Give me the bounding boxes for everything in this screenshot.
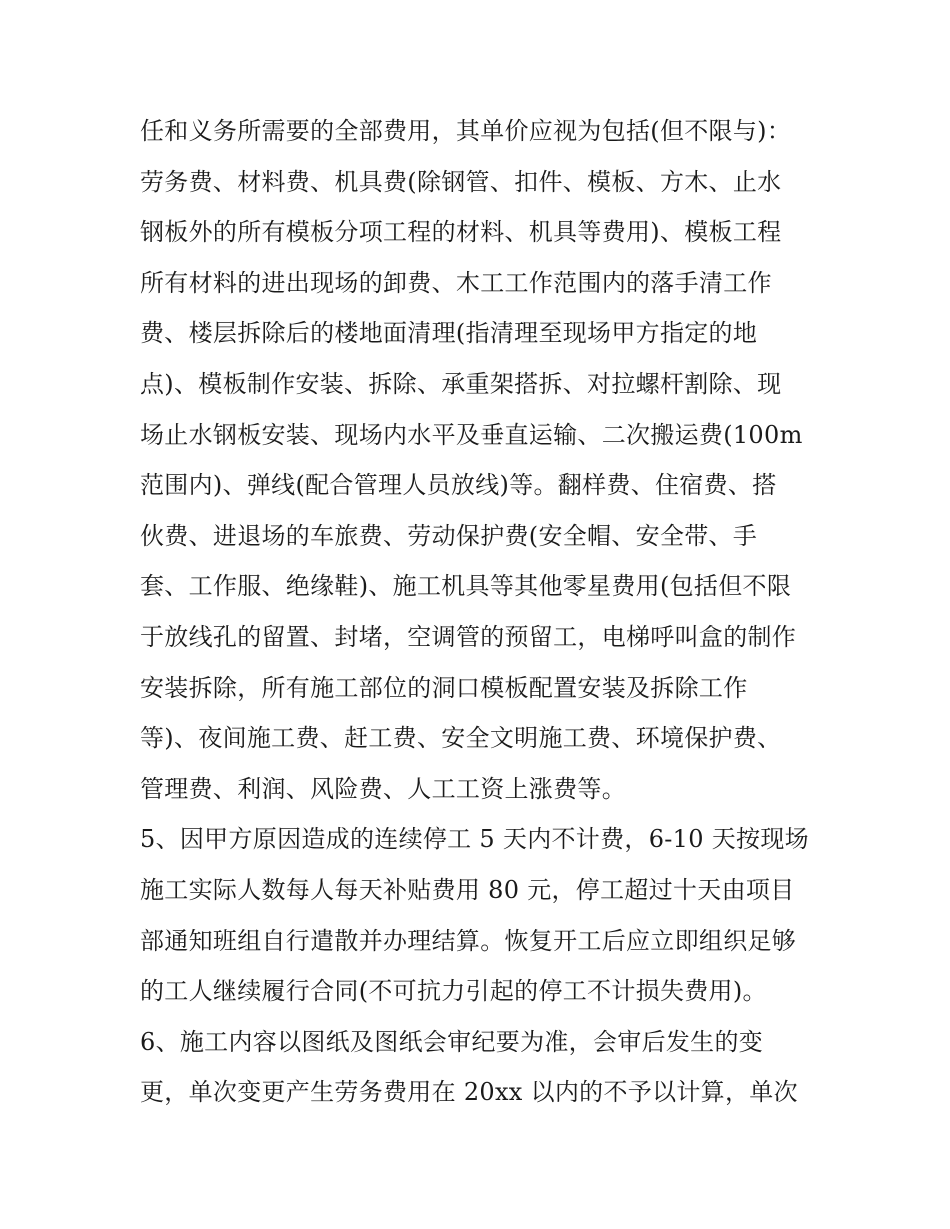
text-line: 施工实际人数每人每天补贴费用 80 元，停工超过十天由项目 xyxy=(140,876,795,904)
text-line: 场止水钢板安装、现场内水平及垂直运输、二次搬运费(100m xyxy=(140,421,803,449)
text-line: 更，单次变更产生劳务费用在 20xx 以内的不予以计算，单次 xyxy=(140,1078,798,1106)
text-line: 于放线孔的留置、封堵，空调管的预留工，电梯呼叫盒的制作 xyxy=(140,623,797,651)
text-line: 部通知班组自行遣散并办理结算。恢复开工后应立即组织足够 xyxy=(140,927,797,955)
text-line: 安装拆除，所有施工部位的洞口模板配置安装及拆除工作 xyxy=(140,674,748,702)
text-line: 费、楼层拆除后的楼地面清理(指清理至现场甲方指定的地 xyxy=(140,319,758,347)
text-line: 6、施工内容以图纸及图纸会审纪要为准，会审后发生的变 xyxy=(140,1028,764,1056)
text-line: 钢板外的所有模板分项工程的材料、机具等费用)、模板工程 xyxy=(140,218,782,246)
text-line: 等)、夜间施工费、赶工费、安全文明施工费、环境保护费、 xyxy=(140,724,782,752)
text-line: 的工人继续履行合同(不可抗力引起的停工不计损失费用)。 xyxy=(140,977,767,1005)
text-line: 任和义务所需要的全部费用，其单价应视为包括(但不限与)： xyxy=(140,117,792,145)
text-line: 所有材料的进出现场的卸费、木工工作范围内的落手清工作 xyxy=(140,269,772,297)
text-line: 管理费、利润、风险费、人工工资上涨费等。 xyxy=(140,775,626,803)
text-line: 范围内)、弹线(配合管理人员放线)等。翻样费、住宿费、搭 xyxy=(140,471,777,499)
text-line: 点)、模板制作安装、拆除、承重架搭拆、对拉螺杆割除、现 xyxy=(140,370,782,398)
text-line: 套、工作服、绝缘鞋)、施工机具等其他零星费用(包括但不限 xyxy=(140,572,792,600)
text-line: 伙费、进退场的车旅费、劳动保护费(安全帽、安全带、手 xyxy=(140,522,758,550)
text-line: 5、因甲方原因造成的连续停工 5 天内不计费，6-10 天按现场 xyxy=(140,825,809,853)
text-line: 劳务费、材料费、机具费(除钢管、扣件、模板、方木、止水 xyxy=(140,168,782,196)
